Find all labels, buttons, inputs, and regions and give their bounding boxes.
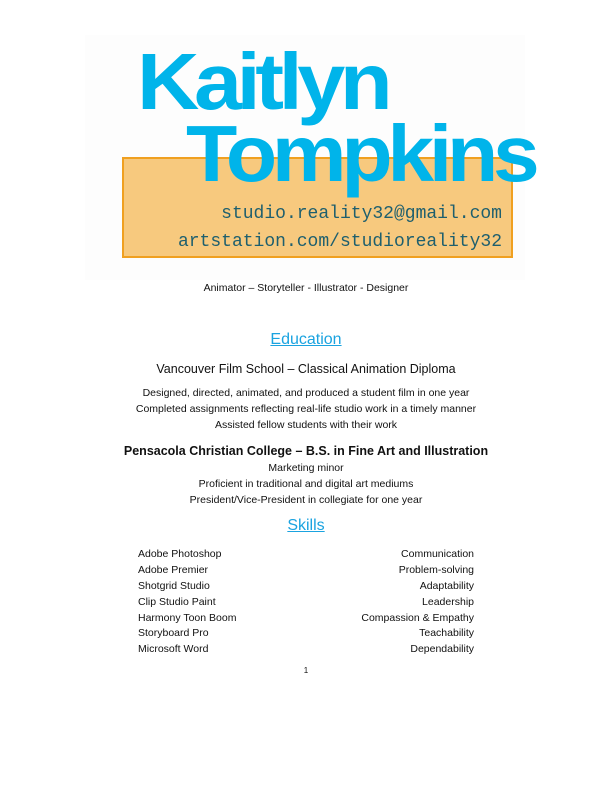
- email-link[interactable]: studio.reality32@gmail.com: [221, 204, 502, 224]
- soft-skill: Adaptability: [419, 580, 474, 592]
- first-name: Kaitlyn: [137, 37, 388, 126]
- school-title: Vancouver Film School – Classical Animation Diploma: [156, 362, 456, 376]
- soft-skill: Dependability: [410, 643, 474, 655]
- skills-heading: Skills: [287, 517, 325, 534]
- soft-skill: Communication: [401, 548, 474, 560]
- software-skill: Adobe Premier: [138, 564, 209, 576]
- software-skill: Adobe Photoshop: [138, 548, 222, 560]
- website-link[interactable]: artstation.com/studioreality32: [177, 232, 502, 252]
- software-skill: Storyboard Pro: [138, 627, 209, 639]
- software-skill: Microsoft Word: [138, 643, 209, 655]
- school-point: Marketing minor: [268, 462, 344, 474]
- soft-skill: Compassion & Empathy: [361, 612, 474, 624]
- school-title: Pensacola Christian College – B.S. in Fine Art and Illustration: [123, 444, 489, 458]
- education-heading: Education: [270, 331, 342, 348]
- page-number: 1: [303, 666, 309, 675]
- software-skill: Shotgrid Studio: [138, 580, 210, 592]
- software-skill: Harmony Toon Boom: [138, 612, 237, 624]
- school-point: President/Vice-President in collegiate for one year: [189, 494, 423, 506]
- soft-skill: Problem-solving: [398, 564, 474, 576]
- tagline: Animator – Storyteller - Illustrator - Designer: [203, 282, 409, 294]
- soft-skill: Teachability: [419, 627, 474, 639]
- soft-skill: Leadership: [422, 596, 474, 608]
- last-name: Tompkins: [186, 109, 535, 198]
- software-skill: Clip Studio Paint: [138, 596, 216, 608]
- school-point: Completed assignments reflecting real-life studio work in a timely manner: [135, 403, 477, 415]
- school-point: Assisted fellow students with their work: [214, 419, 398, 431]
- school-point: Proficient in traditional and digital art mediums: [198, 478, 414, 490]
- school-point: Designed, directed, animated, and produced a student film in one year: [142, 387, 470, 399]
